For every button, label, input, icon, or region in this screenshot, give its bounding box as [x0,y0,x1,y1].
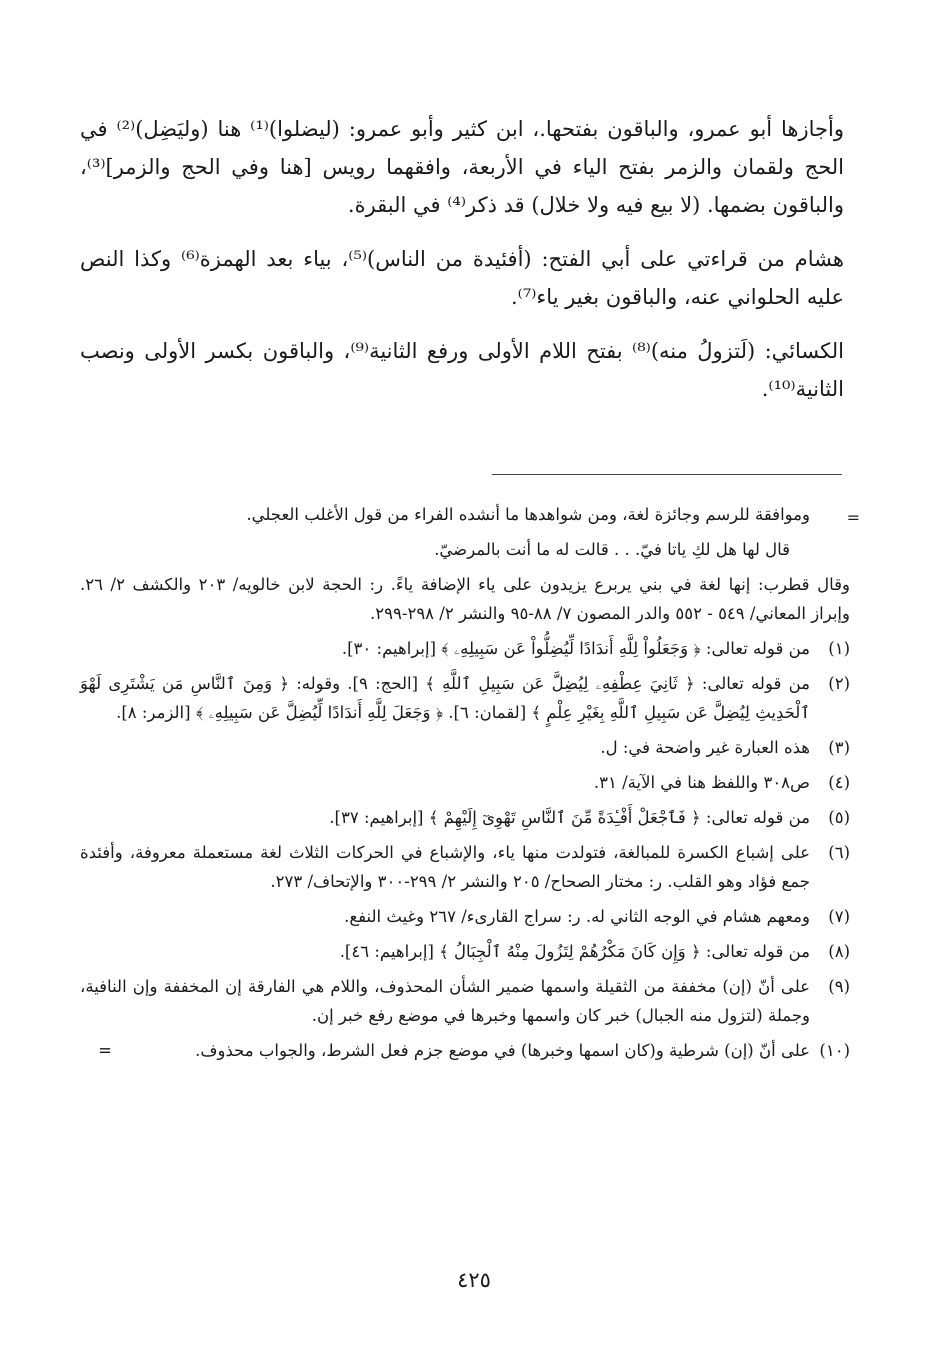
footnote-number: (٦) [828,843,850,862]
footnote-separator [492,474,842,475]
footnote-item [80,838,850,896]
main-paragraph: وأجازها أبو عمرو، والباقون بفتحها.، ابن كثير وأبو عمرو: (ليضلوا)⁽¹⁾ هنا (وليَضِل)⁽²⁾ في الحج ولقمان والزمر بفتح الياء في الأربعة، وافقهما رويس [هنا وفي الحج والزمر]⁽³⁾، والباقون بضمها. (لا بيع فيه ولا خلال) قد ذكر⁽⁴⁾ في البقرة. [80,117,844,217]
footnote-text: ومعهم هشام في الوجه الثاني له. ر: سراج القارىء/ ٢٦٧ وغيث النفع. [344,907,810,926]
footnote-text: من قوله تعالى: ﴿ وَجَعَلُواْ لِلَّهِ أَندَادًا لِّيُضِلُّواْ عَن سَبِيلِهِۦ ﴾ [إبراهيم: ٣٠]. [341,639,810,658]
footnote-continuation-line: وقال قطرب: إنها لغة في بني يربرع يزيدون على ياء الإضافة ياءً. ر: الحجة لابن خالويه/ ٢٠٣ والكشف ٢/ ٢٦. وإبراز المعاني/ ٥٤٩ - ٥٥٢ والدر المصون ٧/ ٨٨-٩٥ والنشر ٢/ ٢٩٨-٢٩٩. [80,575,850,623]
footnote-number: (٤) [828,773,850,792]
continuation-marker: = [846,508,860,527]
continuation-marker: = [98,1041,112,1060]
main-paragraph: الكسائي: (لَتزولُ منه)⁽⁸⁾ بفتح اللام الأولى ورفع الثانية⁽⁹⁾، والباقون بكسر الأولى ونصب الثانية⁽¹⁰⁾. [80,339,844,401]
footnote-text: من قوله تعالى: ﴿ وَإِن كَانَ مَكْرُهُمْ لِتَزُولَ مِنْهُ ٱلْجِبَالُ ﴾ [إبراهيم: ٤٦]. [339,942,810,961]
footnote-item [80,972,850,1030]
footnote-item [80,733,850,762]
footnote-number: (٩) [828,977,850,996]
footnote-item [80,902,850,931]
footnote-text: على إشباع الكسرة للمبالغة، فتولدت منها ياء، والإشباع في الحركات الثلاث لغة مستعملة معروفة، وأفئدة جمع فؤاد وهو القلب. ر: مختار الصحاح/ ٢٠٥ والنشر ٢/ ٢٩٩-٣٠٠ والإتحاف/ ٢٧٣. [80,843,810,891]
footnote-item [80,1036,850,1065]
footnote-item [80,768,850,797]
footnote-number: (١) [828,639,850,658]
main-paragraph: هشام من قراءتي على أبي الفتح: (أفئيدة من الناس)⁽⁵⁾، بياء بعد الهمزة⁽⁶⁾ وكذا النص عليه الحلواني عنه، والباقون بغير ياء⁽⁷⁾. [80,247,844,309]
footnote-number: (٢) [828,674,850,693]
footnote-text: من قوله تعالى: ﴿ فَٱجْعَلْ أَفْـِٔدَةً مِّنَ ٱلنَّاسِ تَهْوِىٓ إِلَيْهِمْ ﴾ [إبراهيم: ٣٧]. [329,808,810,827]
footnote-number: (١٠) [819,1041,850,1060]
footnote-text: على أنّ (إن) مخففة من الثقيلة واسمها ضمير الشأن المحذوف، واللام هي الفارقة إن المخففة وإن النافية، وجملة (لتزول منه الجبال) خبر كان واسمها وخبرها في موضع رفع خبر إن. [80,977,810,1025]
footnote-number: (٣) [828,738,850,757]
footnote-item [80,937,850,966]
footnote-number: (٧) [828,907,850,926]
footnotes [80,500,850,1071]
main-text [80,110,844,424]
footnote-number: (٥) [828,808,850,827]
footnote-text: هذه العبارة غير واضحة في: ل. [600,738,810,757]
footnote-item [80,669,850,727]
poetry-line: قال لها هل لكِ ياتا فيّ. . . قالت له ما أنت بالمرضيّ. [434,540,790,559]
page-number: ٤٢٥ [457,1268,491,1292]
footnote-continuation-line: وموافقة للرسم وجائزة لغة، ومن شواهدها ما أنشده الفراء من قول الأغلب العجلي. [246,505,810,524]
footnote-text: ص٣٠٨ واللفظ هنا في الآية/ ٣١. [593,773,810,792]
footnote-item [80,803,850,832]
footnote-text: من قوله تعالى: ﴿ ثَانِيَ عِطْفِهِۦ لِيُضِلَّ عَن سَبِيلِ ٱللَّهِ ﴾ [الحج: ٩]. وقوله: ﴿ وَمِنَ ٱلنَّاسِ مَن يَشْتَرِى لَهْوَ ٱلْحَدِيثِ لِيُضِلَّ عَن سَبِيلِ ٱللَّهِ بِغَيْرِ عِلْمٍ ﴾ [لقمان: ٦]. ﴿ وَجَعَلَ لِلَّهِ أَندَادًا لِّيُضِلَّ عَن سَبِيلِهِۦ ﴾ [الزمر: ٨]. [80,674,811,722]
footnote-text: على أنّ (إن) شرطية و(كان اسمها وخبرها) في موضع جزم فعل الشرط، والجواب محذوف. [195,1041,810,1060]
footnote-number: (٨) [828,942,850,961]
footnote-item [80,634,850,663]
